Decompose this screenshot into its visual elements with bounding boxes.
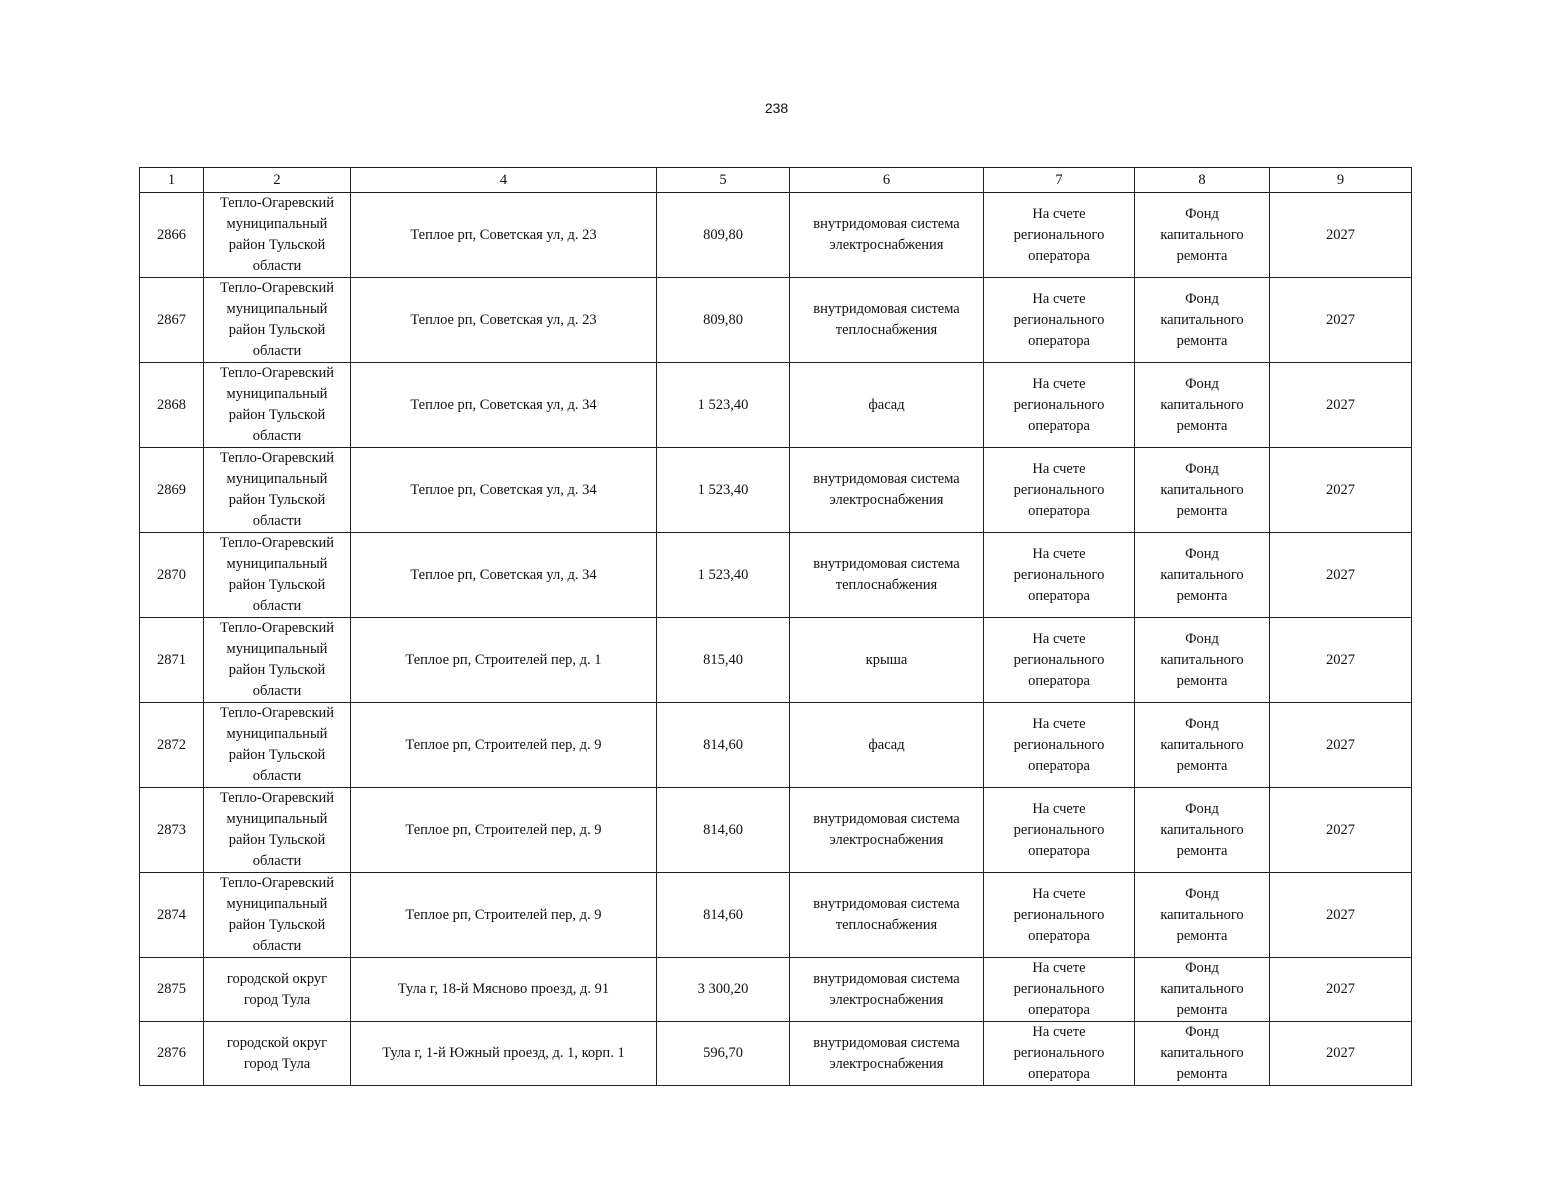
- area-cell: 1 523,40: [657, 363, 790, 448]
- work-type-cell: внутридомовая система электроснабжения: [790, 448, 984, 533]
- fund-cell: Фонд капитального ремонта: [1135, 278, 1270, 363]
- year-cell: 2027: [1270, 533, 1412, 618]
- municipality-cell: Тепло-Огаревский муниципальный район Тульской области: [204, 703, 351, 788]
- account-cell: На счете регионального оператора: [984, 278, 1135, 363]
- row-number: 2871: [140, 618, 204, 703]
- row-number: 2875: [140, 958, 204, 1022]
- year-cell: 2027: [1270, 873, 1412, 958]
- municipality-cell: Тепло-Огаревский муниципальный район Тульской области: [204, 618, 351, 703]
- address-cell: Теплое рп, Советская ул, д. 34: [351, 363, 657, 448]
- area-cell: 3 300,20: [657, 958, 790, 1022]
- column-header-9: 9: [1270, 168, 1412, 193]
- row-number: 2873: [140, 788, 204, 873]
- fund-cell: Фонд капитального ремонта: [1135, 533, 1270, 618]
- account-cell: На счете регионального оператора: [984, 363, 1135, 448]
- page-number: 238: [764, 100, 789, 116]
- row-number: 2876: [140, 1022, 204, 1086]
- fund-cell: Фонд капитального ремонта: [1135, 618, 1270, 703]
- municipality-cell: Тепло-Огаревский муниципальный район Тульской области: [204, 363, 351, 448]
- table-row: [140, 618, 1412, 703]
- row-number: 2870: [140, 533, 204, 618]
- fund-cell: Фонд капитального ремонта: [1135, 448, 1270, 533]
- municipality-cell: городской округ город Тула: [204, 1022, 351, 1086]
- work-type-cell: внутридомовая система электроснабжения: [790, 1022, 984, 1086]
- year-cell: 2027: [1270, 278, 1412, 363]
- fund-cell: Фонд капитального ремонта: [1135, 958, 1270, 1022]
- row-number: 2869: [140, 448, 204, 533]
- address-cell: Теплое рп, Строителей пер, д. 9: [351, 788, 657, 873]
- account-cell: На счете регионального оператора: [984, 958, 1135, 1022]
- fund-cell: Фонд капитального ремонта: [1135, 873, 1270, 958]
- row-number: 2868: [140, 363, 204, 448]
- work-type-cell: внутридомовая система теплоснабжения: [790, 533, 984, 618]
- area-cell: 596,70: [657, 1022, 790, 1086]
- municipality-cell: городской округ город Тула: [204, 958, 351, 1022]
- address-cell: Теплое рп, Советская ул, д. 23: [351, 278, 657, 363]
- work-type-cell: внутридомовая система электроснабжения: [790, 788, 984, 873]
- table-row: [140, 703, 1412, 788]
- fund-cell: Фонд капитального ремонта: [1135, 788, 1270, 873]
- area-cell: 814,60: [657, 703, 790, 788]
- row-number: 2867: [140, 278, 204, 363]
- work-type-cell: фасад: [790, 703, 984, 788]
- area-cell: 1 523,40: [657, 533, 790, 618]
- register-table: [139, 167, 1412, 1086]
- table-row: [140, 1022, 1412, 1086]
- row-number: 2866: [140, 193, 204, 278]
- address-cell: Тула г, 1-й Южный проезд, д. 1, корп. 1: [351, 1022, 657, 1086]
- work-type-cell: внутридомовая система электроснабжения: [790, 193, 984, 278]
- work-type-cell: внутридомовая система теплоснабжения: [790, 873, 984, 958]
- fund-cell: Фонд капитального ремонта: [1135, 363, 1270, 448]
- area-cell: 1 523,40: [657, 448, 790, 533]
- year-cell: 2027: [1270, 703, 1412, 788]
- address-cell: Тула г, 18-й Мясново проезд, д. 91: [351, 958, 657, 1022]
- account-cell: На счете регионального оператора: [984, 618, 1135, 703]
- area-cell: 814,60: [657, 873, 790, 958]
- table-row: [140, 193, 1412, 278]
- account-cell: На счете регионального оператора: [984, 448, 1135, 533]
- column-header-6: 6: [790, 168, 984, 193]
- table-row: [140, 873, 1412, 958]
- fund-cell: Фонд капитального ремонта: [1135, 193, 1270, 278]
- address-cell: Теплое рп, Советская ул, д. 34: [351, 533, 657, 618]
- address-cell: Теплое рп, Советская ул, д. 34: [351, 448, 657, 533]
- municipality-cell: Тепло-Огаревский муниципальный район Тульской области: [204, 278, 351, 363]
- table-row: [140, 958, 1412, 1022]
- fund-cell: Фонд капитального ремонта: [1135, 1022, 1270, 1086]
- table-row: [140, 533, 1412, 618]
- area-cell: 815,40: [657, 618, 790, 703]
- municipality-cell: Тепло-Огаревский муниципальный район Тульской области: [204, 193, 351, 278]
- address-cell: Теплое рп, Строителей пер, д. 9: [351, 703, 657, 788]
- municipality-cell: Тепло-Огаревский муниципальный район Тульской области: [204, 533, 351, 618]
- year-cell: 2027: [1270, 618, 1412, 703]
- address-cell: Теплое рп, Советская ул, д. 23: [351, 193, 657, 278]
- column-header-8: 8: [1135, 168, 1270, 193]
- row-number: 2874: [140, 873, 204, 958]
- address-cell: Теплое рп, Строителей пер, д. 1: [351, 618, 657, 703]
- account-cell: На счете регионального оператора: [984, 873, 1135, 958]
- work-type-cell: внутридомовая система теплоснабжения: [790, 278, 984, 363]
- account-cell: На счете регионального оператора: [984, 533, 1135, 618]
- column-header-5: 5: [657, 168, 790, 193]
- account-cell: На счете регионального оператора: [984, 703, 1135, 788]
- year-cell: 2027: [1270, 1022, 1412, 1086]
- work-type-cell: внутридомовая система электроснабжения: [790, 958, 984, 1022]
- account-cell: На счете регионального оператора: [984, 193, 1135, 278]
- area-cell: 809,80: [657, 193, 790, 278]
- work-type-cell: крыша: [790, 618, 984, 703]
- header-row: [140, 168, 1412, 193]
- area-cell: 809,80: [657, 278, 790, 363]
- table-row: [140, 788, 1412, 873]
- column-header-2: 2: [204, 168, 351, 193]
- column-header-4: 4: [351, 168, 657, 193]
- year-cell: 2027: [1270, 958, 1412, 1022]
- year-cell: 2027: [1270, 448, 1412, 533]
- year-cell: 2027: [1270, 363, 1412, 448]
- table-row: [140, 278, 1412, 363]
- year-cell: 2027: [1270, 193, 1412, 278]
- account-cell: На счете регионального оператора: [984, 788, 1135, 873]
- column-header-1: 1: [140, 168, 204, 193]
- year-cell: 2027: [1270, 788, 1412, 873]
- row-number: 2872: [140, 703, 204, 788]
- municipality-cell: Тепло-Огаревский муниципальный район Тульской области: [204, 788, 351, 873]
- address-cell: Теплое рп, Строителей пер, д. 9: [351, 873, 657, 958]
- account-cell: На счете регионального оператора: [984, 1022, 1135, 1086]
- column-header-7: 7: [984, 168, 1135, 193]
- table-row: [140, 448, 1412, 533]
- work-type-cell: фасад: [790, 363, 984, 448]
- table-row: [140, 363, 1412, 448]
- area-cell: 814,60: [657, 788, 790, 873]
- fund-cell: Фонд капитального ремонта: [1135, 703, 1270, 788]
- municipality-cell: Тепло-Огаревский муниципальный район Тульской области: [204, 448, 351, 533]
- municipality-cell: Тепло-Огаревский муниципальный район Тульской области: [204, 873, 351, 958]
